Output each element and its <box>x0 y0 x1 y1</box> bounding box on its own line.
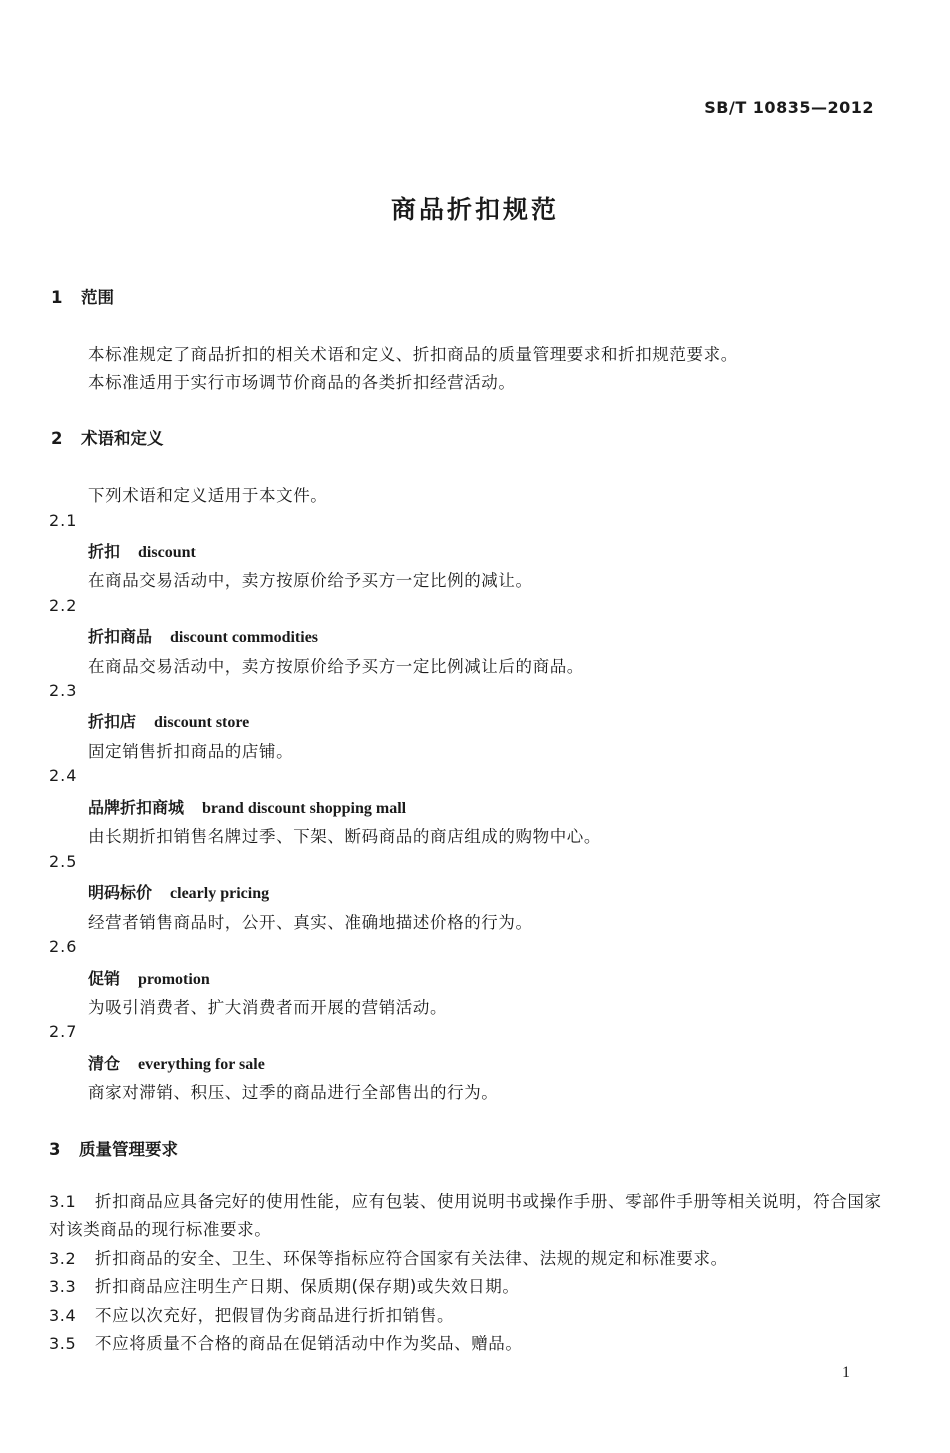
requirement-item <box>49 1273 884 1301</box>
section-1-heading <box>51 284 114 308</box>
clause-number: 2.7 <box>49 1022 78 1041</box>
section-2-heading <box>51 425 164 449</box>
term-cn: 折扣 <box>88 542 121 561</box>
requirement-number: 3.4 <box>49 1306 77 1325</box>
term-heading <box>88 880 269 903</box>
requirement-text: 不应以次充好，把假冒伪劣商品进行折扣销售。 <box>95 1306 455 1325</box>
term-definition: 固定销售折扣商品的店铺。 <box>88 742 294 761</box>
term-en: clearly pricing <box>170 885 270 902</box>
clause-number: 2.4 <box>49 766 78 785</box>
term-cn: 折扣店 <box>88 712 137 731</box>
requirement-number: 3.2 <box>49 1249 77 1268</box>
section-1-para-2: 本标准适用于实行市场调节价商品的各类折扣经营活动。 <box>88 373 516 392</box>
requirement-number: 3.3 <box>49 1277 77 1296</box>
requirement-item <box>49 1330 884 1358</box>
term-heading <box>88 795 406 818</box>
term-definition: 由长期折扣销售名牌过季、下架、断码商品的商店组成的购物中心。 <box>88 827 601 846</box>
term-cn: 促销 <box>88 969 121 988</box>
term-definition: 经营者销售商品时，公开、真实、准确地描述价格的行为。 <box>88 913 533 932</box>
requirement-item <box>49 1245 884 1273</box>
term-en: discount store <box>154 714 250 731</box>
clause-number: 2.2 <box>49 596 78 615</box>
term-heading <box>88 539 196 562</box>
term-definition: 为吸引消费者、扩大消费者而开展的营销活动。 <box>88 998 448 1017</box>
term-definition: 在商品交易活动中，卖方按原价给予买方一定比例减让后的商品。 <box>88 657 584 676</box>
requirement-item <box>49 1188 884 1244</box>
term-definition: 在商品交易活动中，卖方按原价给予买方一定比例的减让。 <box>88 571 533 590</box>
clause-number: 2.5 <box>49 852 78 871</box>
section-2-intro: 下列术语和定义适用于本文件。 <box>88 486 328 505</box>
requirement-text: 折扣商品应具备完好的使用性能，应有包装、使用说明书或操作手册、零部件手册等相关说明，符合国家对该类商品的现行标准要求。 <box>49 1192 882 1239</box>
term-cn: 折扣商品 <box>88 627 153 646</box>
section-number: 2 <box>51 429 63 448</box>
term-en: promotion <box>138 971 210 988</box>
term-cn: 品牌折扣商城 <box>88 798 185 817</box>
clause-number: 2.1 <box>49 511 78 530</box>
requirement-number: 3.5 <box>49 1334 77 1353</box>
section-1-para-1: 本标准规定了商品折扣的相关术语和定义、折扣商品的质量管理要求和折扣规范要求。 <box>88 345 738 364</box>
document-title: 商品折扣规范 <box>390 195 559 224</box>
term-heading <box>88 624 318 647</box>
requirement-item <box>49 1302 884 1330</box>
requirement-text: 不应将质量不合格的商品在促销活动中作为奖品、赠品。 <box>95 1334 523 1353</box>
requirement-number: 3.1 <box>49 1192 77 1211</box>
clause-number: 2.6 <box>49 937 78 956</box>
page-number: 1 <box>842 1364 850 1381</box>
term-en: discount <box>138 544 196 561</box>
requirement-text: 折扣商品的安全、卫生、环保等指标应符合国家有关法律、法规的规定和标准要求。 <box>95 1249 728 1268</box>
section-title: 范围 <box>81 288 114 307</box>
clause-number: 2.3 <box>49 681 78 700</box>
section-number: 3 <box>49 1140 61 1159</box>
term-en: discount commodities <box>170 629 319 646</box>
term-cn: 清仓 <box>88 1054 121 1073</box>
section-number: 1 <box>51 288 63 307</box>
section-3-heading <box>49 1136 178 1160</box>
term-en: everything for sale <box>138 1056 265 1073</box>
section-title: 质量管理要求 <box>79 1140 178 1159</box>
term-heading <box>88 1051 265 1074</box>
term-en: brand discount shopping mall <box>202 800 407 817</box>
term-heading <box>88 709 249 732</box>
term-heading <box>88 966 210 989</box>
requirement-text: 折扣商品应注明生产日期、保质期(保存期)或失效日期。 <box>95 1277 520 1296</box>
section-title: 术语和定义 <box>81 429 164 448</box>
document-code: SB/T 10835—2012 <box>704 98 874 117</box>
term-definition: 商家对滞销、积压、过季的商品进行全部售出的行为。 <box>88 1083 499 1102</box>
term-cn: 明码标价 <box>88 883 153 902</box>
